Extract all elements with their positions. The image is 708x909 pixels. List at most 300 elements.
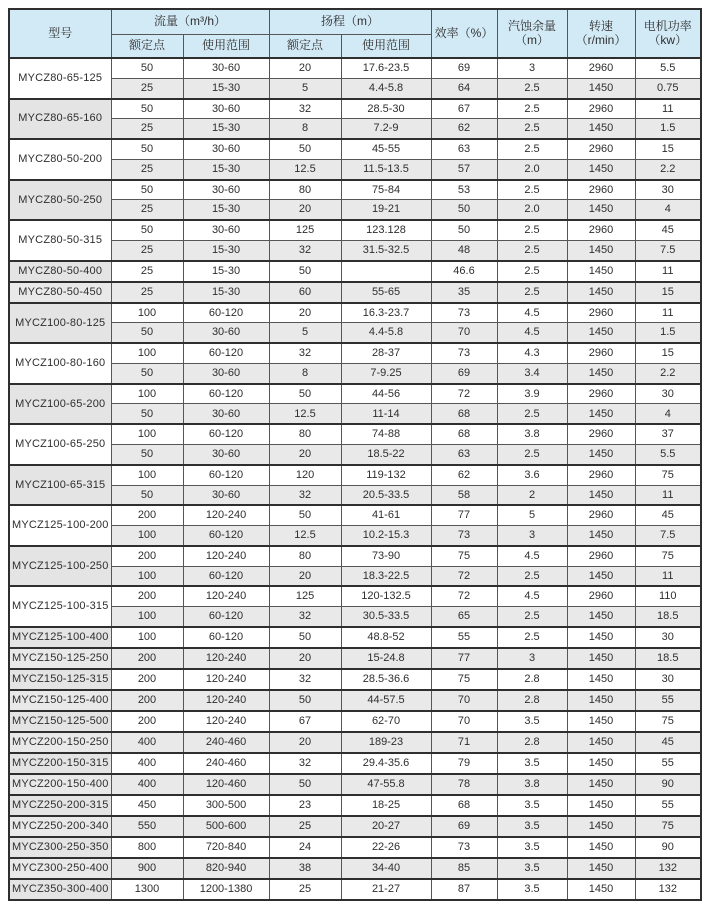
data-cell: 2960 — [567, 343, 635, 363]
data-cell: 25 — [111, 261, 183, 282]
data-cell: 25 — [111, 78, 183, 98]
data-cell: 53 — [431, 180, 497, 200]
data-cell: 1200-1380 — [183, 879, 269, 900]
data-cell: 100 — [111, 566, 183, 586]
data-cell: 2.5 — [497, 180, 567, 200]
table-row — [9, 858, 701, 879]
data-cell: 1450 — [567, 753, 635, 774]
table-row — [9, 586, 701, 606]
data-cell: 5 — [269, 78, 341, 98]
data-cell: 2960 — [567, 139, 635, 159]
data-cell: 11 — [635, 485, 701, 505]
data-cell: 80 — [269, 424, 341, 444]
data-cell: 25 — [111, 200, 183, 220]
data-cell: 1450 — [567, 240, 635, 260]
data-cell: 1450 — [567, 363, 635, 383]
data-cell: 46.6 — [431, 261, 497, 282]
data-cell: 240-460 — [183, 753, 269, 774]
data-cell: 200 — [111, 648, 183, 669]
data-cell: 30-60 — [183, 180, 269, 200]
data-cell: 32 — [269, 753, 341, 774]
data-cell: 4.4-5.8 — [341, 78, 431, 98]
data-cell: 70 — [431, 323, 497, 343]
table-row — [9, 837, 701, 858]
data-cell: 50 — [111, 99, 183, 119]
data-cell: 20.5-33.5 — [341, 485, 431, 505]
data-cell: 68 — [431, 795, 497, 816]
data-cell: 30-60 — [183, 363, 269, 383]
data-cell: 550 — [111, 816, 183, 837]
table-row — [9, 180, 701, 200]
data-cell: 120-240 — [183, 648, 269, 669]
data-cell: 4 — [635, 200, 701, 220]
data-cell: 55 — [635, 753, 701, 774]
table-row — [9, 384, 701, 404]
data-cell: 62-70 — [341, 711, 431, 732]
table-row — [9, 505, 701, 525]
data-cell: 55-65 — [341, 282, 431, 303]
data-cell: 70 — [431, 690, 497, 711]
data-cell: 125 — [269, 220, 341, 240]
data-cell: 1450 — [567, 282, 635, 303]
data-cell: 58 — [431, 485, 497, 505]
table-row — [9, 774, 701, 795]
data-cell: 44-56 — [341, 384, 431, 404]
data-cell: 18.5 — [635, 648, 701, 669]
data-cell: 200 — [111, 669, 183, 690]
model-cell: MYCZ200-150-250 — [9, 732, 111, 753]
data-cell: 1450 — [567, 690, 635, 711]
table-header — [9, 9, 701, 58]
data-cell: 63 — [431, 444, 497, 464]
data-cell: 47-55.8 — [341, 774, 431, 795]
model-cell: MYCZ150-125-250 — [9, 648, 111, 669]
model-cell: MYCZ350-300-400 — [9, 879, 111, 900]
table-row — [9, 879, 701, 900]
data-cell: 50 — [269, 505, 341, 525]
data-cell: 2960 — [567, 546, 635, 566]
model-cell: MYCZ200-150-315 — [9, 753, 111, 774]
data-cell: 60-120 — [183, 384, 269, 404]
data-cell: 400 — [111, 753, 183, 774]
data-cell: 200 — [111, 505, 183, 525]
data-cell: 123.128 — [341, 220, 431, 240]
data-cell: 20-27 — [341, 816, 431, 837]
data-cell: 23 — [269, 795, 341, 816]
data-cell: 70 — [431, 711, 497, 732]
data-cell: 32 — [269, 485, 341, 505]
data-cell: 68 — [431, 404, 497, 424]
data-cell: 120 — [269, 465, 341, 485]
model-cell: MYCZ80-50-450 — [9, 282, 111, 303]
data-cell: 2.5 — [497, 240, 567, 260]
table-row — [9, 753, 701, 774]
data-cell: 25 — [269, 816, 341, 837]
data-cell: 29.4-35.6 — [341, 753, 431, 774]
data-cell: 80 — [269, 546, 341, 566]
data-cell: 75 — [431, 669, 497, 690]
model-cell: MYCZ100-80-125 — [9, 303, 111, 344]
data-cell: 10.2-15.3 — [341, 526, 431, 546]
data-cell: 100 — [111, 465, 183, 485]
data-cell: 12.5 — [269, 404, 341, 424]
data-cell: 50 — [269, 261, 341, 282]
data-cell: 15-30 — [183, 78, 269, 98]
data-cell: 3.5 — [497, 753, 567, 774]
data-cell: 120-240 — [183, 711, 269, 732]
data-cell: 1450 — [567, 837, 635, 858]
model-cell: MYCZ80-50-250 — [9, 180, 111, 221]
data-cell: 3.5 — [497, 711, 567, 732]
data-cell: 2.8 — [497, 669, 567, 690]
data-cell: 45-55 — [341, 139, 431, 159]
data-cell: 119-132 — [341, 465, 431, 485]
header-npsh-line2: （m） — [515, 32, 550, 47]
data-cell: 2960 — [567, 384, 635, 404]
data-cell: 1.5 — [635, 323, 701, 343]
data-cell: 30-60 — [183, 404, 269, 424]
data-cell: 50 — [111, 139, 183, 159]
table-row — [9, 669, 701, 690]
data-cell: 87 — [431, 879, 497, 900]
table-row — [9, 648, 701, 669]
data-cell: 50 — [111, 363, 183, 383]
data-cell: 2.0 — [497, 200, 567, 220]
data-cell: 20 — [269, 303, 341, 323]
model-cell: MYCZ80-50-400 — [9, 261, 111, 282]
data-cell: 60-120 — [183, 303, 269, 323]
data-cell: 1450 — [567, 858, 635, 879]
data-cell: 20 — [269, 648, 341, 669]
data-cell: 189-23 — [341, 732, 431, 753]
data-cell: 64 — [431, 78, 497, 98]
data-cell: 900 — [111, 858, 183, 879]
data-cell: 32 — [269, 240, 341, 260]
data-cell: 100 — [111, 526, 183, 546]
data-cell: 1450 — [567, 566, 635, 586]
data-cell: 37 — [635, 424, 701, 444]
data-cell: 17.6-23.5 — [341, 58, 431, 78]
data-cell: 73 — [431, 837, 497, 858]
data-cell: 35 — [431, 282, 497, 303]
data-cell: 100 — [111, 424, 183, 444]
data-cell: 2960 — [567, 465, 635, 485]
data-cell: 120-240 — [183, 669, 269, 690]
data-cell: 69 — [431, 816, 497, 837]
header-efficiency: 效率（%） — [431, 9, 497, 58]
data-cell: 12.5 — [269, 526, 341, 546]
model-cell: MYCZ80-65-125 — [9, 58, 111, 99]
data-cell: 30.5-33.5 — [341, 607, 431, 627]
data-cell: 45 — [635, 732, 701, 753]
data-cell: 55 — [635, 690, 701, 711]
data-cell: 25 — [111, 282, 183, 303]
data-cell: 50 — [111, 485, 183, 505]
data-cell: 69 — [431, 363, 497, 383]
table-row — [9, 200, 701, 220]
data-cell: 200 — [111, 546, 183, 566]
header-power-line1: 电机功率 — [643, 18, 692, 33]
data-cell: 30 — [635, 669, 701, 690]
data-cell: 30-60 — [183, 99, 269, 119]
data-cell: 11 — [635, 99, 701, 119]
data-cell: 100 — [111, 303, 183, 323]
data-cell: 45 — [635, 220, 701, 240]
data-cell: 120-240 — [183, 505, 269, 525]
data-cell: 41-61 — [341, 505, 431, 525]
data-cell: 28.5-30 — [341, 99, 431, 119]
data-cell: 2.2 — [635, 363, 701, 383]
header-flow-rated: 额定点 — [111, 34, 183, 58]
data-cell: 3.5 — [497, 795, 567, 816]
data-cell: 32 — [269, 669, 341, 690]
model-cell: MYCZ100-80-160 — [9, 343, 111, 384]
data-cell: 18.5-22 — [341, 444, 431, 464]
data-cell: 2.5 — [497, 220, 567, 240]
table-row — [9, 711, 701, 732]
data-cell: 1300 — [111, 879, 183, 900]
header-head-range: 使用范围 — [341, 34, 431, 58]
data-cell: 11-14 — [341, 404, 431, 424]
data-cell: 44-57.5 — [341, 690, 431, 711]
data-cell: 1450 — [567, 879, 635, 900]
data-cell: 3.8 — [497, 424, 567, 444]
model-cell: MYCZ125-100-250 — [9, 546, 111, 587]
data-cell: 50 — [111, 180, 183, 200]
data-cell: 2.5 — [497, 627, 567, 648]
data-cell: 62 — [431, 119, 497, 139]
data-cell: 63 — [431, 139, 497, 159]
data-cell: 4.3 — [497, 343, 567, 363]
data-cell: 1450 — [567, 200, 635, 220]
table-row — [9, 323, 701, 343]
data-cell: 100 — [111, 627, 183, 648]
table-row — [9, 220, 701, 240]
model-cell: MYCZ250-200-315 — [9, 795, 111, 816]
data-cell: 120-240 — [183, 546, 269, 566]
data-cell: 25 — [111, 159, 183, 179]
data-cell: 8 — [269, 363, 341, 383]
data-cell: 1.5 — [635, 119, 701, 139]
data-cell: 4.5 — [497, 303, 567, 323]
data-cell: 1450 — [567, 261, 635, 282]
table-row — [9, 424, 701, 444]
model-cell: MYCZ100-65-250 — [9, 424, 111, 465]
data-cell: 720-840 — [183, 837, 269, 858]
table-row — [9, 282, 701, 303]
data-cell: 20 — [269, 444, 341, 464]
data-cell: 2960 — [567, 303, 635, 323]
data-cell: 2.8 — [497, 690, 567, 711]
data-cell: 2.5 — [497, 607, 567, 627]
data-cell: 72 — [431, 566, 497, 586]
data-cell: 3.5 — [497, 879, 567, 900]
data-cell: 67 — [269, 711, 341, 732]
data-cell: 5 — [497, 505, 567, 525]
data-cell: 18.5 — [635, 607, 701, 627]
data-cell: 75 — [635, 465, 701, 485]
data-cell: 11.5-13.5 — [341, 159, 431, 179]
data-cell: 1450 — [567, 323, 635, 343]
model-cell: MYCZ80-50-315 — [9, 220, 111, 261]
data-cell: 30-60 — [183, 58, 269, 78]
model-cell: MYCZ125-100-400 — [9, 627, 111, 648]
data-cell: 15-30 — [183, 119, 269, 139]
data-cell: 1450 — [567, 711, 635, 732]
data-cell: 73 — [431, 343, 497, 363]
data-cell: 1450 — [567, 78, 635, 98]
table-row — [9, 566, 701, 586]
table-row — [9, 139, 701, 159]
data-cell: 7.5 — [635, 240, 701, 260]
data-cell: 2.5 — [497, 78, 567, 98]
data-cell: 79 — [431, 753, 497, 774]
data-cell: 12.5 — [269, 159, 341, 179]
data-cell: 30-60 — [183, 485, 269, 505]
table-row — [9, 119, 701, 139]
table-row — [9, 58, 701, 78]
data-cell: 60-120 — [183, 465, 269, 485]
data-cell: 800 — [111, 837, 183, 858]
table-row — [9, 732, 701, 753]
data-cell: 50 — [431, 200, 497, 220]
data-cell: 30 — [635, 384, 701, 404]
header-flow-range: 使用范围 — [183, 34, 269, 58]
data-cell: 2.2 — [635, 159, 701, 179]
data-cell: 60-120 — [183, 566, 269, 586]
data-cell: 69 — [431, 58, 497, 78]
table-body — [9, 58, 701, 900]
data-cell: 15-30 — [183, 159, 269, 179]
data-cell: 1450 — [567, 485, 635, 505]
data-cell: 15-30 — [183, 240, 269, 260]
data-cell: 50 — [111, 323, 183, 343]
header-speed-line2: （r/min） — [575, 32, 627, 47]
data-cell: 48 — [431, 240, 497, 260]
header-npsh — [497, 9, 567, 58]
data-cell: 450 — [111, 795, 183, 816]
data-cell: 3.5 — [497, 858, 567, 879]
data-cell: 100 — [111, 384, 183, 404]
data-cell: 80 — [269, 180, 341, 200]
table-row — [9, 404, 701, 424]
data-cell: 7.5 — [635, 526, 701, 546]
header-npsh-line1: 汽蚀余量 — [508, 18, 557, 33]
model-cell: MYCZ125-100-200 — [9, 505, 111, 546]
data-cell: 75 — [635, 711, 701, 732]
data-cell: 90 — [635, 837, 701, 858]
data-cell: 2.8 — [497, 732, 567, 753]
data-cell: 72 — [431, 586, 497, 606]
data-cell: 65 — [431, 607, 497, 627]
data-cell: 2.5 — [497, 444, 567, 464]
data-cell: 4.5 — [497, 586, 567, 606]
data-cell: 32 — [269, 99, 341, 119]
model-cell: MYCZ125-100-315 — [9, 586, 111, 627]
data-cell: 5.5 — [635, 58, 701, 78]
data-cell: 30 — [635, 180, 701, 200]
data-cell: 67 — [431, 99, 497, 119]
data-cell: 2.5 — [497, 404, 567, 424]
data-cell: 132 — [635, 858, 701, 879]
model-cell: MYCZ150-125-400 — [9, 690, 111, 711]
table-row — [9, 343, 701, 363]
data-cell: 20 — [269, 732, 341, 753]
data-cell: 2.0 — [497, 159, 567, 179]
data-cell: 7.2-9 — [341, 119, 431, 139]
data-cell: 11 — [635, 261, 701, 282]
data-cell: 90 — [635, 774, 701, 795]
data-cell: 15-30 — [183, 200, 269, 220]
data-cell: 57 — [431, 159, 497, 179]
data-cell: 1450 — [567, 627, 635, 648]
data-cell: 1450 — [567, 404, 635, 424]
data-cell: 2.5 — [497, 139, 567, 159]
data-cell: 20 — [269, 566, 341, 586]
model-cell: MYCZ250-200-340 — [9, 816, 111, 837]
data-cell: 45 — [635, 505, 701, 525]
pump-spec-table — [8, 8, 702, 901]
data-cell: 60-120 — [183, 526, 269, 546]
table-row — [9, 546, 701, 566]
data-cell: 50 — [269, 627, 341, 648]
data-cell: 28.5-36.6 — [341, 669, 431, 690]
data-cell: 1450 — [567, 732, 635, 753]
header-power — [635, 9, 701, 58]
header-speed-line1: 转速 — [589, 18, 614, 33]
data-cell: 132 — [635, 879, 701, 900]
data-cell: 120-460 — [183, 774, 269, 795]
data-cell: 22-26 — [341, 837, 431, 858]
data-cell: 15 — [635, 343, 701, 363]
data-cell: 3 — [497, 58, 567, 78]
data-cell: 60-120 — [183, 424, 269, 444]
data-cell: 50 — [431, 220, 497, 240]
data-cell: 2.5 — [497, 99, 567, 119]
table-row — [9, 363, 701, 383]
data-cell: 2.5 — [497, 119, 567, 139]
data-cell: 68 — [431, 424, 497, 444]
data-cell: 3.8 — [497, 774, 567, 795]
data-cell: 200 — [111, 586, 183, 606]
data-cell: 3.5 — [497, 816, 567, 837]
model-cell: MYCZ80-50-200 — [9, 139, 111, 180]
data-cell: 1450 — [567, 607, 635, 627]
data-cell: 4.5 — [497, 546, 567, 566]
model-cell: MYCZ100-65-200 — [9, 384, 111, 425]
data-cell: 2960 — [567, 505, 635, 525]
data-cell: 77 — [431, 648, 497, 669]
data-cell: 11 — [635, 566, 701, 586]
data-cell: 78 — [431, 774, 497, 795]
data-cell: 100 — [111, 343, 183, 363]
data-cell: 74-88 — [341, 424, 431, 444]
data-cell: 62 — [431, 465, 497, 485]
data-cell: 1450 — [567, 648, 635, 669]
header-head-rated: 额定点 — [269, 34, 341, 58]
data-cell: 4 — [635, 404, 701, 424]
data-cell: 240-460 — [183, 732, 269, 753]
data-cell: 3.9 — [497, 384, 567, 404]
table-row — [9, 816, 701, 837]
data-cell: 2960 — [567, 58, 635, 78]
data-cell: 24 — [269, 837, 341, 858]
header-power-line2: （kw） — [648, 32, 688, 47]
data-cell: 73-90 — [341, 546, 431, 566]
header-speed — [567, 9, 635, 58]
data-cell: 2960 — [567, 424, 635, 444]
data-cell: 1450 — [567, 159, 635, 179]
